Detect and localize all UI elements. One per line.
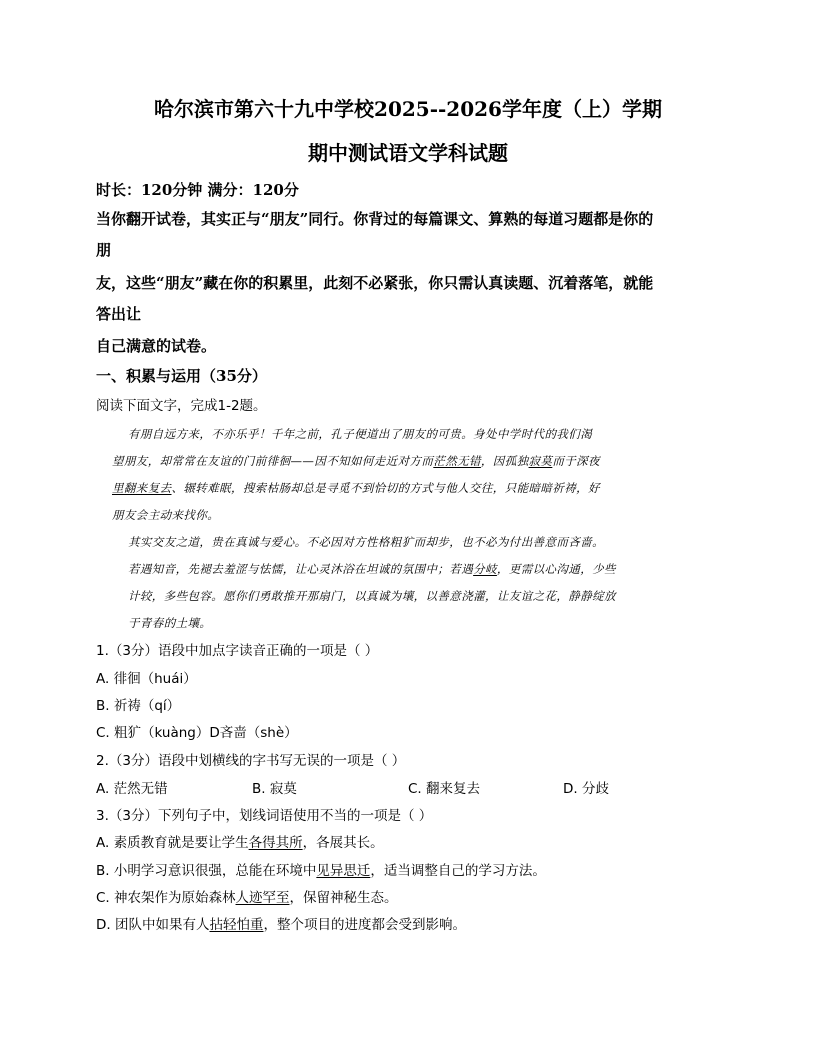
- passage-line: 其实交友之道，贵在真诚与爱心。不必因对方性格粗犷而却步，也不必为付出善意而吝啬。: [128, 535, 604, 549]
- question-1-stem: 1.（3分）语段中加点字读音正确的一项是（ ）: [96, 643, 379, 659]
- underlined-idiom: 各得其所: [248, 835, 303, 851]
- passage-text: ，更需以心沟通，少些: [496, 562, 616, 576]
- question-2-option-d: D. 分歧: [563, 781, 609, 797]
- exam-duration: 时长：120分钟 满分：120分: [96, 181, 299, 199]
- question-3-option-d: [96, 916, 720, 934]
- question-3-stem: 3.（3分）下列句子中，划线词语使用不当的一项是（ ）: [96, 808, 433, 824]
- option-text: D. 团队中如果有人: [96, 917, 210, 933]
- passage-line: 有朋自远方来，不亦乐乎！千年之前，孔子便道出了朋友的可贵。身处中学时代的我们渴: [128, 427, 593, 441]
- passage-line: 于青春的土壤。: [128, 616, 212, 630]
- passage-text: 若遇知音，先褪去羞涩与怯懦，让心灵沐浴在坦诚的氛围中；若遇: [128, 562, 474, 576]
- exam-title-line2: 期中测试语文学科试题: [308, 141, 508, 165]
- option-text: C. 神农架作为原始森林: [96, 890, 236, 906]
- section-instruction: 阅读下面文字，完成1-2题。: [96, 398, 267, 414]
- question-1-option-a: A. 徘徊（huái）: [96, 671, 197, 687]
- question-3-option-b: [96, 862, 720, 880]
- question-2-option-c: C. 翻来复去: [408, 781, 481, 797]
- option-text: ，整个项目的进度都会受到影响。: [263, 917, 466, 933]
- underlined-word: 分岐: [473, 562, 497, 576]
- intro-line: 自己满意的试卷。: [96, 337, 217, 355]
- underlined-word: 里翻来复去: [112, 481, 172, 495]
- option-text: ，保留神秘生态。: [289, 890, 398, 906]
- option-text: ，各展其长。: [302, 835, 384, 851]
- passage-text: 、辗转难眠，搜索枯肠却总是寻觅不到恰切的方式与他人交往，只能暗暗祈祷，好: [171, 481, 600, 495]
- underlined-word: 茫然无错: [433, 454, 481, 468]
- passage-text: ，因孤独: [480, 454, 529, 468]
- passage-line: [112, 453, 690, 469]
- intro-line: 答出让: [96, 305, 142, 323]
- passage-line: [112, 480, 690, 496]
- question-3-option-c: [96, 889, 720, 907]
- question-1-option-cd: C. 粗犷（kuàng）D吝啬（shè）: [96, 725, 298, 741]
- question-3-option-a: [96, 834, 720, 852]
- passage-line: 计较，多些包容。愿你们勇敢推开那扇门，以真诚为壤，以善意浇灌，让友谊之花，静静绽放: [128, 589, 616, 603]
- option-text: ，适当调整自己的学习方法。: [370, 863, 546, 879]
- option-text: A. 素质教育就是要让学生: [96, 835, 249, 851]
- passage-line: [128, 561, 706, 577]
- exam-title-line1: 哈尔滨市第六十九中学校2025--2026学年度（上）学期: [154, 97, 662, 121]
- question-2-stem: 2.（3分）语段中划横线的字书写无误的一项是（ ）: [96, 753, 406, 769]
- passage-text: 而于深夜: [552, 454, 600, 468]
- underlined-idiom: 人迹罕至: [235, 890, 290, 906]
- intro-line: 朋: [96, 241, 112, 259]
- section-heading: 一、积累与运用（35分）: [96, 367, 267, 385]
- question-1-option-b: B. 祈祷（qí）: [96, 698, 181, 714]
- question-2-option-b: B. 寂莫: [252, 781, 297, 797]
- intro-line: 当你翻开试卷，其实正与“朋友”同行。你背过的每篇课文、算熟的每道习题都是你的: [96, 210, 654, 228]
- underlined-idiom: 见异思迁: [316, 863, 371, 879]
- underlined-idiom: 拈轻怕重: [209, 917, 264, 933]
- passage-line: 朋友会主动来找你。: [112, 508, 220, 522]
- question-2-option-a: A. 茫然无错: [96, 781, 168, 797]
- option-text: B. 小明学习意识很强，总能在环境中: [96, 863, 317, 879]
- intro-line: 友，这些“朋友”藏在你的积累里，此刻不必紧张，你只需认真读题、沉着落笔，就能: [96, 274, 654, 292]
- passage-text: 望朋友，却常常在友谊的门前徘徊——因不知如何走近对方而: [112, 454, 434, 468]
- underlined-word: 寂莫: [528, 454, 553, 468]
